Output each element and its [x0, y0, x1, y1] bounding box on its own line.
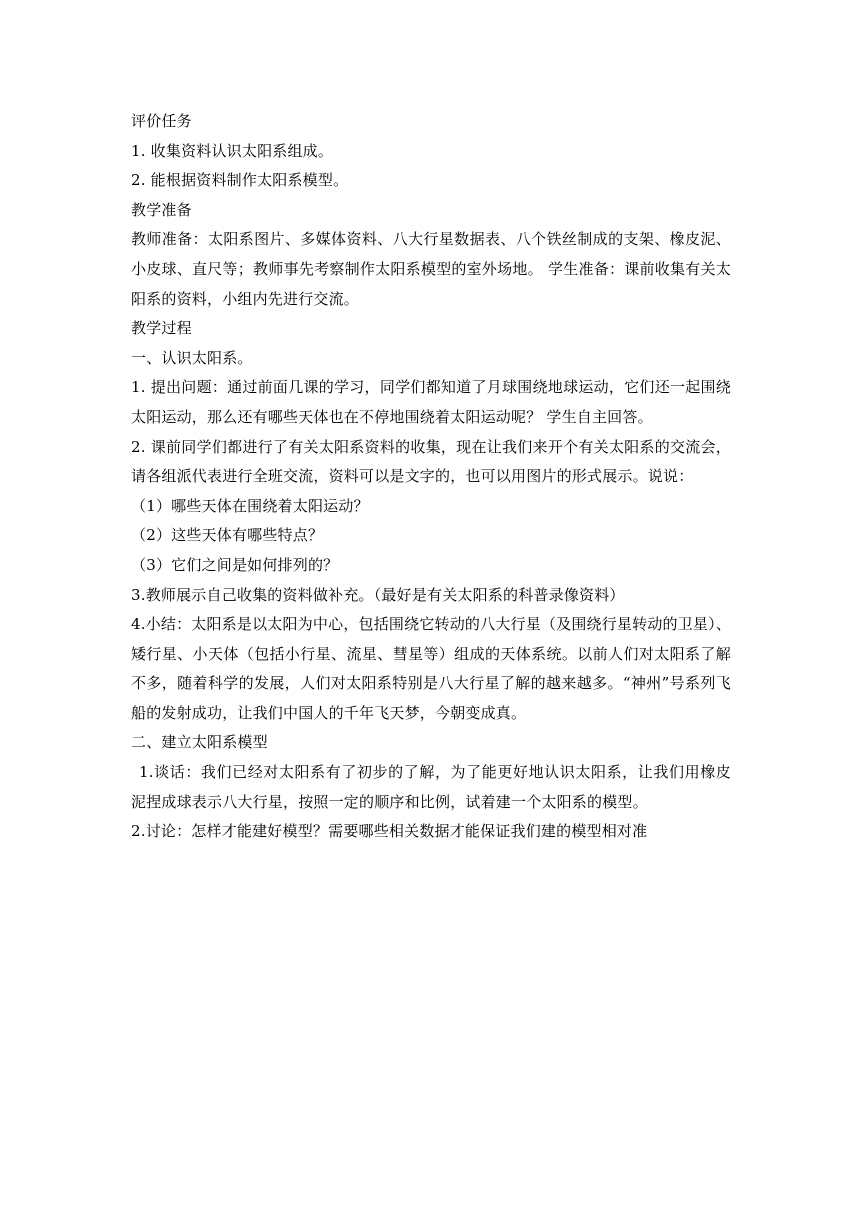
document-body — [131, 107, 731, 847]
discussion-question-3: （3）它们之间是如何排列的？ — [131, 555, 339, 574]
process-step-1: 1. 提出问题：通过前面几课的学习，同学们都知道了月球围绕地球运动，它们还一起围绕太阳运动，那么还有哪些天体也在不停地围绕着太阳运动呢？ 学生自主回答。 — [131, 378, 731, 426]
model-step-1: 1.谈话：我们已经对太阳系有了初步的了解，为了能更好地认识太阳系，让我们用橡皮泥捏成球表示八大行星，按照一定的顺序和比例，试着建一个太阳系的模型。 — [131, 763, 731, 811]
section-heading-teaching-process: 教学过程 — [131, 319, 192, 338]
section-heading-evaluation-tasks: 评价任务 — [131, 112, 192, 130]
task-item-2: 2. 能根据资料制作太阳系模型。 — [131, 171, 349, 190]
part-heading-build-model: 二、建立太阳系模型 — [131, 733, 268, 752]
preparation-paragraph: 教师准备：太阳系图片、多媒体资料、八大行星数据表、八个铁丝制成的支架、橡皮泥、小皮球、直尺等；教师事先考察制作太阳系模型的室外场地。 学生准备：课前收集有关太阳系的资料，小组内先进行交流。 — [131, 230, 731, 308]
part-heading-know-solar-system: 一、认识太阳系。 — [131, 348, 253, 367]
section-heading-teaching-preparation: 教学准备 — [131, 200, 192, 219]
process-step-3: 3.教师展示自己收集的资料做补充。（最好是有关太阳系的科普录像资料） — [131, 585, 625, 604]
process-step-4-summary: 4.小结：太阳系是以太阳为中心，包括围绕它转动的八大行星（及围绕行星转动的卫星）、矮行星、小天体（包括小行星、流星、彗星等）组成的天体系统。以前人们对太阳系了解不多，随着科学的发展，人们对太阳系特别是八大行星了解的越来越多。“神州”号系列飞船的发射成功，让我们中国人的千年飞天梦，今朝变成真。 — [131, 615, 732, 722]
task-item-1: 1. 收集资料认识太阳系组成。 — [131, 141, 334, 160]
model-step-2: 2.讨论：怎样才能建好模型？需要哪些相关数据才能保证我们建的模型相对准 — [131, 822, 648, 841]
discussion-question-2: （2）这些天体有哪些特点？ — [131, 526, 324, 545]
process-step-2: 2. 课前同学们都进行了有关太阳系资料的收集，现在让我们来开个有关太阳系的交流会，请各组派代表进行全班交流，资料可以是文字的，也可以用图片的形式展示。说说： — [131, 437, 731, 486]
discussion-question-1: （1）哪些天体在围绕着太阳运动？ — [131, 496, 369, 515]
